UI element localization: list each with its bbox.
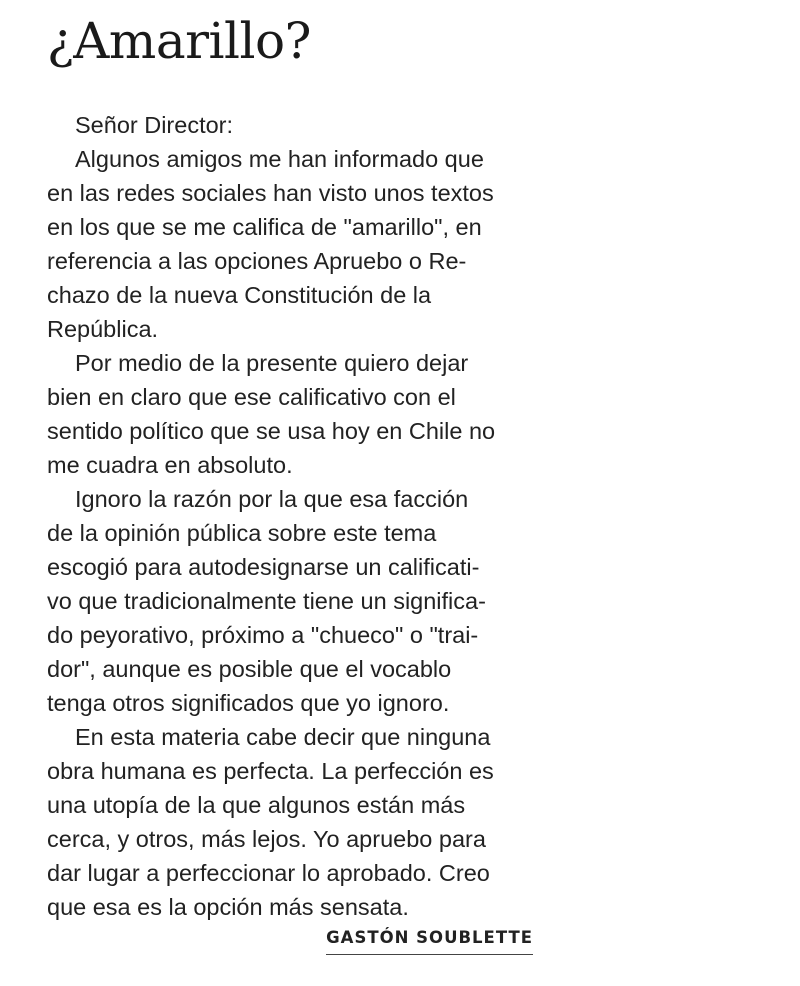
text-line: República. <box>47 316 159 342</box>
text-line: me cuadra en absoluto. <box>47 452 293 478</box>
text-line: bien en claro que ese calificativo con el <box>47 384 456 410</box>
text-line: obra humana es perfecta. La perfección es <box>47 758 494 784</box>
text-line: en las redes sociales han visto unos textos <box>47 180 494 206</box>
text-line: que esa es la opción más sensata. <box>47 894 409 920</box>
signature-block <box>287 924 533 955</box>
text-line: tenga otros significados que yo ignoro. <box>47 690 450 716</box>
text-line: sentido político que se usa hoy en Chile no <box>47 418 496 444</box>
text-line: cerca, y otros, más lejos. Yo apruebo para <box>47 826 486 852</box>
paragraph-4 <box>47 720 547 924</box>
text-line: Algunos amigos me han informado que <box>75 146 484 172</box>
text-line: do peyorativo, próximo a "chueco" o "trai- <box>47 622 479 648</box>
paragraph-2 <box>47 346 547 482</box>
text-line: de la opinión pública sobre este tema <box>47 520 437 546</box>
text-line: chazo de la nueva Constitución de la <box>47 282 432 308</box>
letter-title: ¿Amarillo? <box>47 12 311 70</box>
text-line: Ignoro la razón por la que esa facción <box>75 486 469 512</box>
salutation: Señor Director: <box>75 112 234 138</box>
text-line: dor", aunque es posible que el vocablo <box>47 656 452 682</box>
paragraph-3 <box>47 482 547 720</box>
text-line: referencia a las opciones Apruebo o Re- <box>47 248 467 274</box>
author-signature: GASTÓN SOUBLETTE <box>326 924 533 955</box>
text-line: vo que tradicionalmente tiene un significa- <box>47 588 486 614</box>
text-line: Por medio de la presente quiero dejar <box>75 350 469 376</box>
paragraph-1 <box>47 142 547 346</box>
letter-body <box>47 108 547 924</box>
text-line: una utopía de la que algunos están más <box>47 792 466 818</box>
text-line: En esta materia cabe decir que ninguna <box>75 724 491 750</box>
text-line: en los que se me califica de "amarillo", en <box>47 214 482 240</box>
text-line: escogió para autodesignarse un calificati- <box>47 554 480 580</box>
text-line: dar lugar a perfeccionar lo aprobado. Creo <box>47 860 490 886</box>
